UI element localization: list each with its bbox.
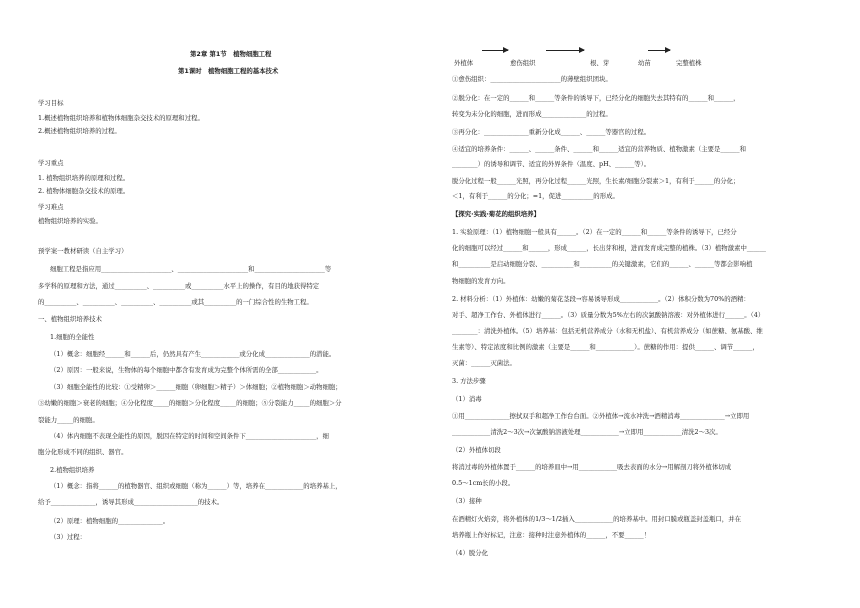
step-heading: （2）外植体切段 — [452, 446, 501, 454]
content-line: ＜1，有利于______的分化；=1，促进__________的形成。 — [452, 192, 619, 200]
content-line: ③幼嫩的细胞＞衰老的细胞；④分化程度_____的细胞＞分化程度_____的细胞；⑤分裂能力_____的细胞＞分 — [38, 399, 342, 407]
content-line: 将消过毒的外植体置于______的培养皿中→用____________吸去表面的水分→用解剖刀将外植体切成 — [452, 463, 732, 471]
goals-heading: 学习目标 — [38, 99, 64, 107]
content-line: ①用______________擦拭双手和超净工作台台面。②外植体→流水冲洗→酒精消毒______________→立即用 — [452, 412, 750, 420]
content-line: （2）原因：一般来说，生物体的每个细胞中都含有发育成为完整个体所需的全部____________。 — [50, 366, 323, 374]
content-line: 给予______________，诱导其形成____________________的技术。 — [38, 498, 224, 506]
content-line: 转变为未分化的细胞，进而形成______________的过程。 — [452, 110, 612, 118]
intro-line: 细胞工程是指应用______________________、______________________和______________________等 — [50, 265, 332, 273]
flow-arrow — [482, 50, 508, 51]
content-line: 对手、超净工作台、外植体进行______。（3）质量分数为5%左右的次氯酸钠溶液：对外植体进行______。（4） — [452, 311, 765, 319]
content-line: ________：清洗外植体。（5）培养基：包括无机营养成分（水和无机盐）、有机营养成分（如蔗糖、氨基酸、维 — [452, 327, 763, 335]
prestudy-heading: 预学案一教材研读（自主学习） — [38, 247, 128, 255]
content-line: 2. 材料分析：（1）外植体：幼嫩的菊花茎段→容易诱导形成____________。（2）体积分数为70%的酒精： — [452, 295, 750, 303]
content-line: （1）概念：指将______的植物器官、组织或细胞（称为______）等，培养在____________的培养基上， — [50, 482, 342, 490]
goal-item: 2.概述植物组织培养的过程。 — [38, 127, 121, 135]
step-heading: （3）接种 — [452, 497, 482, 505]
content-line: ________）的诱导和调节、适宜的外界条件（温度、pH、______等）。 — [452, 160, 651, 168]
content-line: ①愈伤组织：______________________的薄壁组织团块。 — [452, 75, 612, 83]
content-line: （3）细胞全能性的比较：①受精卵＞______细胞（卵细胞＞精子）＞体细胞；②植物细胞＞动物细胞； — [50, 383, 342, 391]
content-line: 培养瓶上作好标记，注意：接种时注意外植体的______，不要______！ — [452, 531, 651, 539]
content-line: 在酒精灯火焰旁，将外植体的1/3～1/2插入____________的培养基中。用封口膜或瓶盖封盖瓶口，并在 — [452, 515, 741, 523]
content-line: 化的细胞可以经过______和______，形成______，长出芽和根，进而发育成完整的植株。（3）植物激素中______ — [452, 244, 767, 252]
content-line: 灭菌：______灭菌法。 — [452, 359, 516, 367]
content-line: 脱分化过程一般______光照，再分化过程______光照，生长素/细胞分裂素＞1，有利于______的分化； — [452, 177, 740, 185]
step-heading: 3. 方法步骤 — [452, 377, 486, 385]
right-page — [430, 0, 860, 608]
flow-label: 完整植株 — [676, 59, 702, 67]
content-line: 1. 实验原理：（1）植物细胞一般具有______。（2）在一定的______和______等条件的诱导下，已经分 — [452, 228, 737, 236]
key-point: 2. 植物体细胞杂交技术的原理。 — [38, 187, 130, 195]
content-line: 裂能力_____的细胞。 — [38, 416, 99, 424]
lesson-title: 第1课时 植物细胞工程的基本技术 — [178, 67, 279, 75]
content-line: 0.5～1cm长的小段。 — [452, 479, 515, 487]
flow-arrow — [546, 50, 584, 51]
flow-label: 根、芽 — [590, 59, 610, 67]
section-heading: 一、植物组织培养技术 — [38, 315, 102, 323]
key-heading: 学习重点 — [38, 159, 64, 167]
key-point: 1. 植物组织培养的原理和过程。 — [38, 174, 130, 182]
difficult-heading: 学习难点 — [38, 203, 64, 211]
chapter-title: 第2章 第1节 植物细胞工程 — [190, 50, 272, 58]
flow-label: 幼苗 — [638, 59, 651, 67]
content-line: 物细胞的发育方向。 — [452, 277, 510, 285]
flow-label: 外植体 — [454, 59, 474, 67]
flow-label: 愈伤组织 — [510, 59, 536, 67]
content-line: （2）原理：植物细胞的______________。 — [50, 517, 170, 525]
content-line: 胞分化形成不同的组织、器官。 — [38, 448, 128, 456]
content-line: （1）概念：细胞经______和______后，仍然具有产生____________或分化成______________的潜能。 — [50, 350, 336, 358]
content-line: ③再分化：______________重新分化成______、______等器官的过程。 — [452, 128, 651, 136]
step-heading: （1）消毒 — [452, 395, 482, 403]
content-line: 和__________是启动细胞分裂、__________和__________的关键激素，它们的______、______等都会影响植 — [452, 260, 753, 268]
step-heading: （4）脱分化 — [452, 549, 489, 557]
content-line: ④适宜的培养条件：______、______条件、______和______适宜的营养物质、植物激素（主要是______和 — [452, 145, 746, 153]
content-line: ②脱分化：在一定的______和______等条件的诱导下，已经分化的细胞失去其特有的______和______， — [452, 94, 740, 102]
intro-line: 多学科的原理和方法，通过__________、__________或__________水平上的操作，有目的地获得特定 — [38, 282, 320, 290]
subsection-heading: 1.细胞的全能性 — [50, 333, 95, 341]
subsection-heading: 2.植物组织培养 — [50, 466, 95, 474]
content-line: （4）体内细胞不表现全能性的原因，脱因在特定的时间和空间条件下______________________，细 — [50, 432, 329, 440]
goal-item: 1.概述植物组织培养和植物体细胞杂交技术的原理和过程。 — [38, 114, 204, 122]
content-line: ____________清洗2～3次→次氯酸钠溶液处理____________→立即用____________清洗2～3次。 — [452, 428, 722, 436]
intro-line: 的__________、__________、__________、__________或其__________的一门综合性的生物工程。 — [38, 298, 313, 306]
difficult-point: 植物组织培养的实验。 — [38, 217, 102, 225]
content-line: （3）过程： — [50, 533, 87, 541]
explore-heading: 【探究·实践·菊花的组织培养】 — [452, 210, 540, 218]
content-line: 生素等）、特定浓度和比例的激素（主要是______和____________）。蔗糖的作用：提供______、调节______， — [452, 343, 759, 351]
flow-arrow — [648, 50, 670, 51]
